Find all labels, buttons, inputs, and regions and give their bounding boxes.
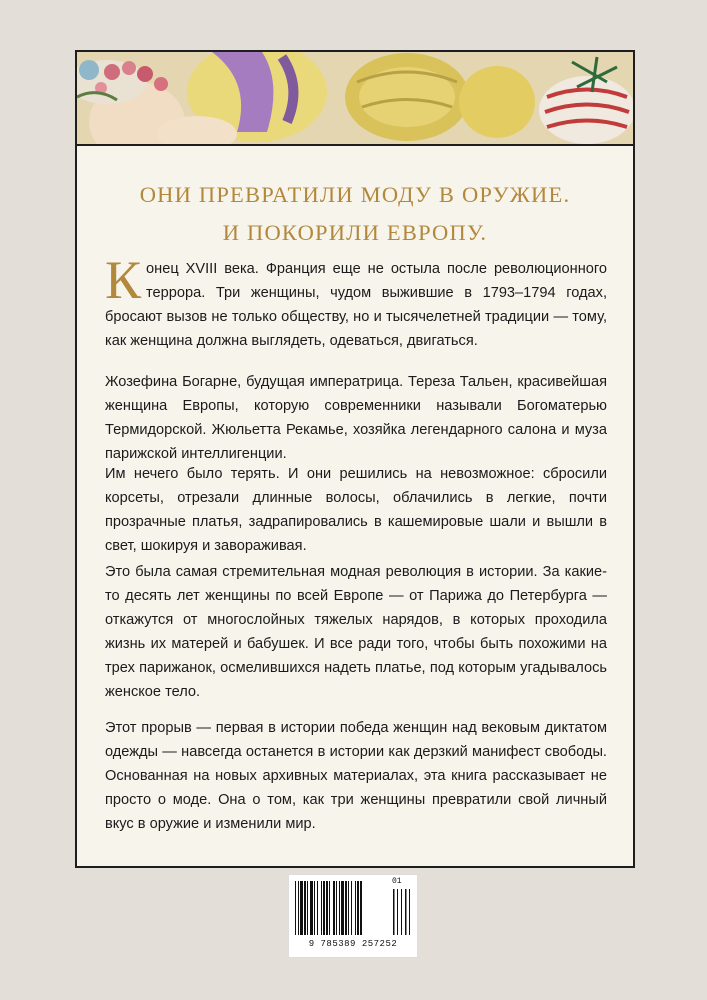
barcode-digits: 9 785389 257252 <box>308 939 398 949</box>
barcode-bar <box>339 881 340 935</box>
barcode-bar <box>304 881 306 935</box>
barcode-bar <box>310 881 313 935</box>
barcode-bar <box>351 881 352 935</box>
paragraph-3: Им нечего было терять. И они решились на невозможное: сбросили корсеты, отрезали длинные волосы, облачились в легкие, почти прозрачные платья, задрапировались в кашемировые шали и вышли в свет, шокируя и завораживая. <box>105 466 607 554</box>
paragraph-1-text: онец XVIII века. Франция еще не остыла после революционного террора. Три женщины, чудом выжившие в 1793–1794 годах, бросают вызов не только обществу, но и тысячелетней традиции — тому, как женщина должна выглядеть, одеваться, двигаться. <box>105 261 607 349</box>
barcode-addon: 01 <box>392 877 402 886</box>
barcode-bar <box>314 881 315 935</box>
barcode-bar <box>348 881 349 935</box>
paragraph-2: Жозефина Богарне, будущая императрица. Тереза Тальен, красивейшая женщина Европы, которую современники называли Богоматерью Термидорской. Жюльетта Рекамье, хозяйка легендарного салона и муза парижской интеллигенции. <box>105 374 607 462</box>
paragraph-1 <box>105 250 607 353</box>
drop-cap-letter: К <box>105 250 142 310</box>
barcode-bar <box>329 881 330 935</box>
barcode-bar <box>298 881 299 935</box>
vintage-hats-image <box>77 52 633 144</box>
barcode-bar <box>357 881 359 935</box>
paragraph-5: Этот прорыв — первая в истории победа женщин над вековым диктатом одежды — навсегда останется в истории как дерзкий манифест свободы. Основанная на новых архивных материалах, эта книга рассказывает не просто о моде. Она о том, как три женщины превратили свой личный вкус в оружие и изменили мир. <box>105 720 607 832</box>
barcode-bar <box>355 881 356 935</box>
barcode-addon-bar <box>393 889 395 935</box>
barcode-bar <box>323 881 325 935</box>
paragraph-4: Это была самая стремительная модная революция в истории. За какие-то десять лет женщины по всей Европе — от Парижа до Петербурга — откажутся от многослойных тяжелых нарядов, в которых проходила жизнь их матерей и бабушек. И все ради того, чтобы быть похожими на трех парижанок, осмелившихся надеть платье, под которым угадывалось женское тело. <box>105 564 607 700</box>
barcode-bar <box>336 881 337 935</box>
barcode-bar <box>307 881 308 935</box>
isbn-barcode <box>288 874 418 958</box>
barcode-bar <box>326 881 328 935</box>
headline-line-2: И ПОКОРИЛИ ЕВРОПУ. <box>222 220 488 245</box>
barcode-bar <box>321 881 322 935</box>
text-frame <box>75 50 635 868</box>
barcode-bar <box>300 881 303 935</box>
barcode-bar <box>341 881 344 935</box>
barcode-bar <box>360 881 362 935</box>
barcode-addon-bar <box>401 889 402 935</box>
hats-illustration <box>77 52 633 146</box>
barcode-bar <box>333 881 335 935</box>
barcode-addon-bar <box>405 889 407 935</box>
barcode-addon-bar <box>397 889 398 935</box>
barcode-bar <box>345 881 347 935</box>
barcode-bar <box>317 881 318 935</box>
barcode-bar <box>295 881 296 935</box>
barcode-addon-bar <box>409 889 410 935</box>
headline-line-1: ОНИ ПРЕВРАТИЛИ МОДУ В ОРУЖИЕ. <box>139 182 571 207</box>
